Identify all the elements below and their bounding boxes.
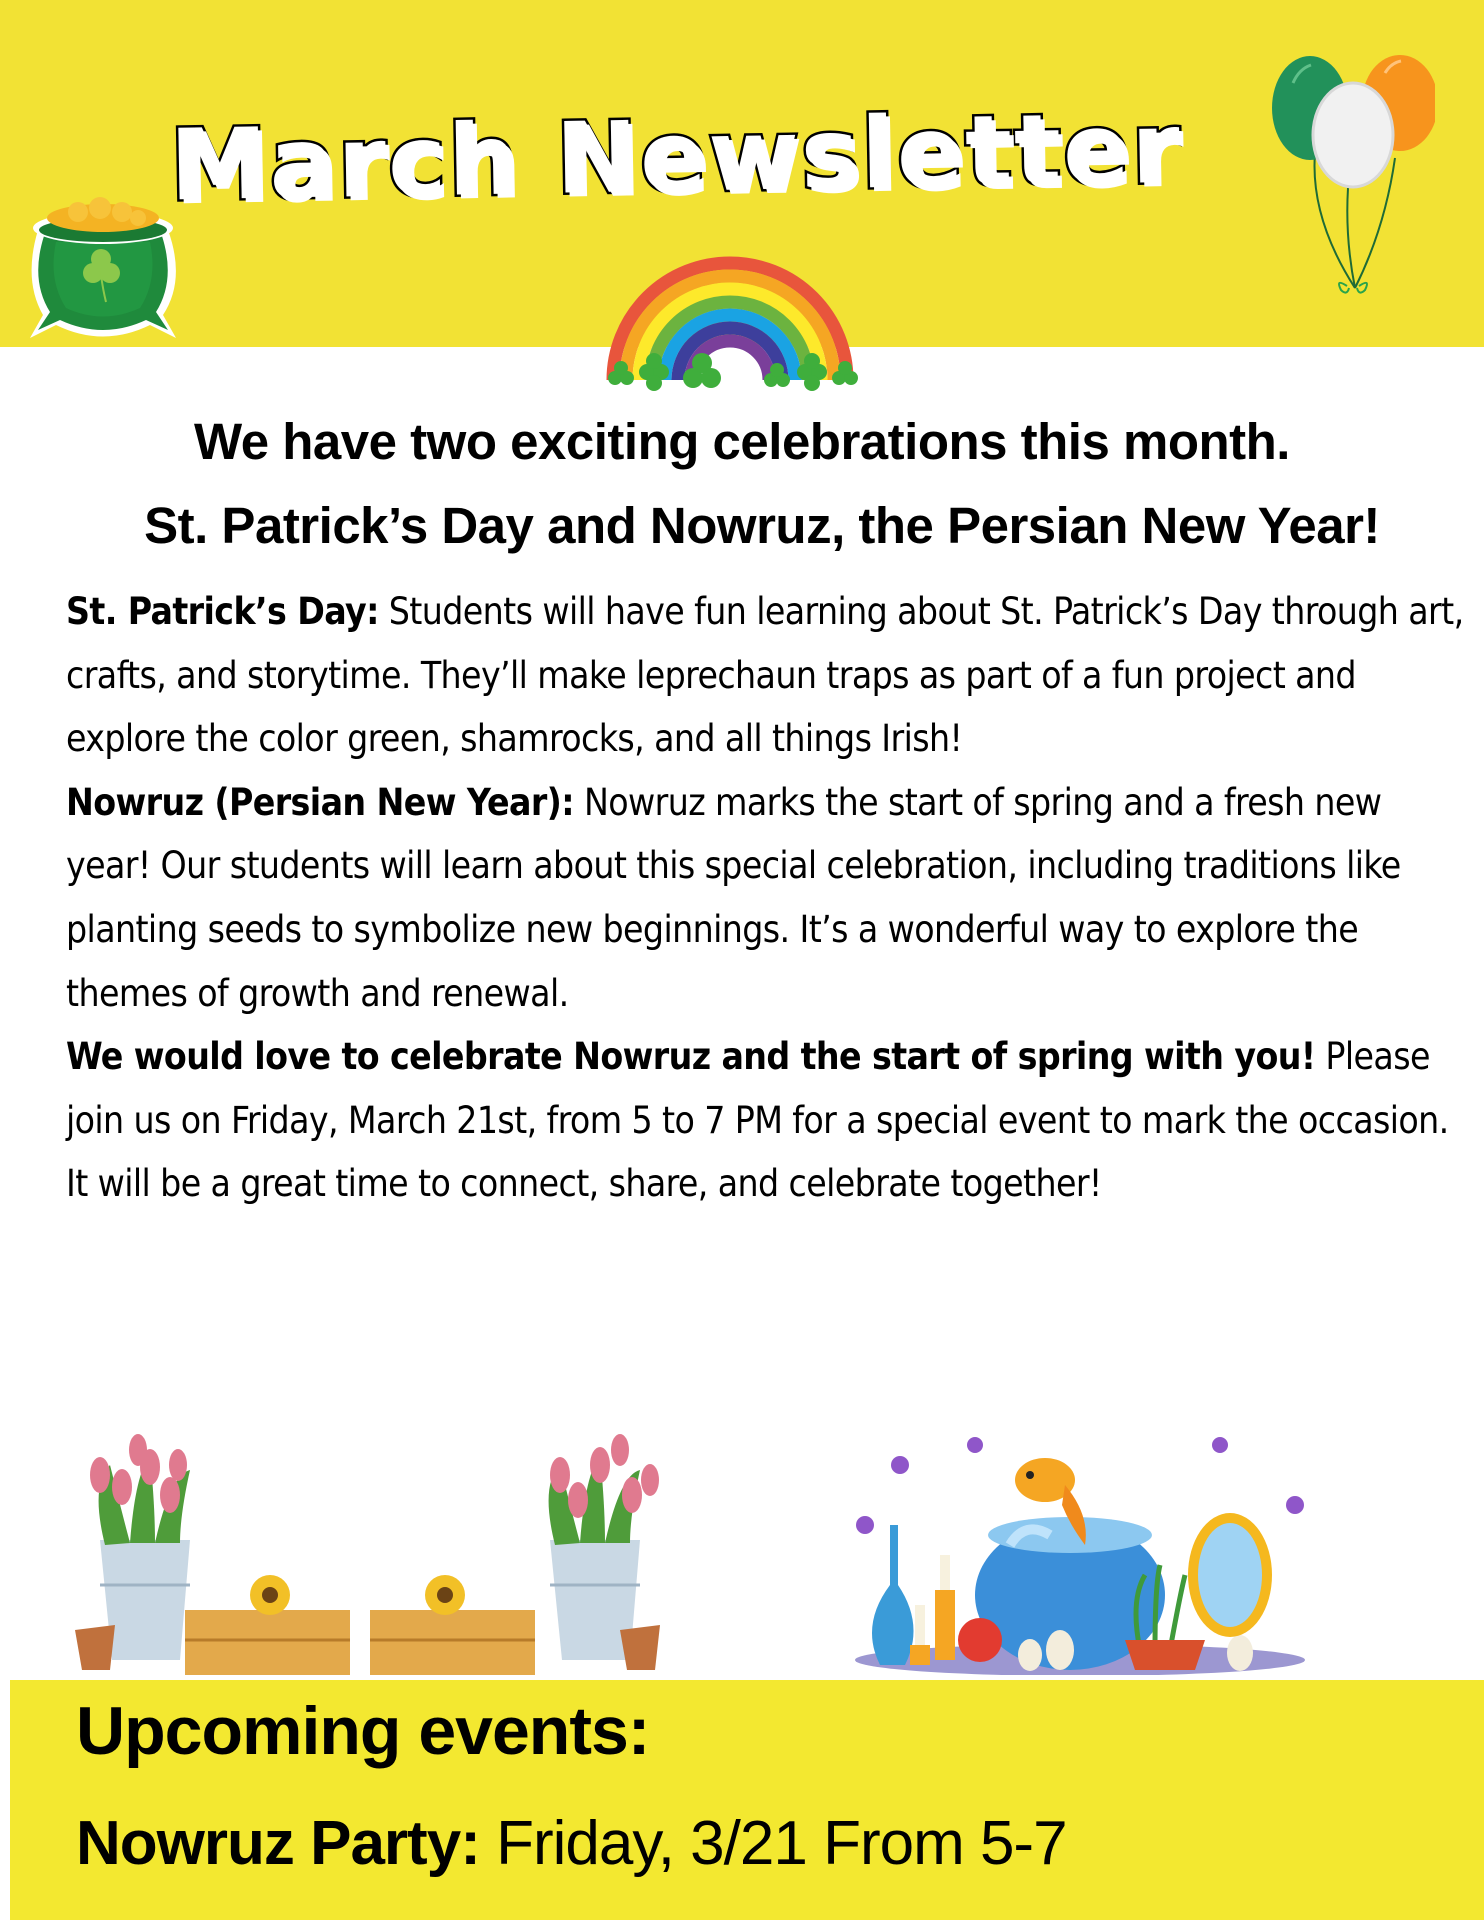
st-patricks-text: Students will have fun learning about St. Patrick’s Day through art, crafts, and storytime. They’ll make leprechaun traps as part of a fun project and explore the color green, shamrocks, and all things Irish! (66, 590, 1464, 761)
nowruz-paragraph (66, 771, 1466, 1025)
st-patricks-paragraph (66, 580, 1466, 771)
newsletter-body (66, 580, 1466, 1216)
newsletter-title: March Newsletter (169, 91, 1183, 224)
invitation-heading: We would love to celebrate Nowruz and the start of spring with you! (66, 1035, 1316, 1079)
rainbow-with-shamrocks-icon (585, 240, 875, 400)
invitation-paragraph (66, 1025, 1466, 1216)
event-label: Nowruz Party: (76, 1809, 480, 1878)
invitation-text: Please join us on Friday, March 21st, from 5 to 7 PM for a special event to mark the occasion. It will be a great time to connect, share, and celebrate together! (66, 1035, 1449, 1206)
upcoming-events-title: Upcoming events: (76, 1693, 650, 1769)
haft-sin-nowruz-table-icon (820, 1425, 1320, 1675)
event-detail: Friday, 3/21 From 5-7 (479, 1809, 1067, 1878)
tricolor-balloons-icon (1255, 48, 1435, 328)
intro-heading (0, 400, 1484, 568)
pot-of-gold-icon (8, 170, 198, 345)
nowruz-heading: Nowruz (Persian New Year): (66, 780, 574, 824)
st-patricks-heading: St. Patrick’s Day: (66, 590, 379, 633)
event-item (76, 1808, 1067, 1879)
intro-line-2: St. Patrick’s Day and Nowruz, the Persian New Year! (144, 497, 1380, 554)
spring-flowers-icon (60, 1425, 680, 1675)
intro-line-1: We have two exciting celebrations this month. (194, 413, 1290, 470)
nowruz-text: Nowruz marks the start of spring and a fresh new year! Our students will learn about this special celebration, including traditions like planting seeds to symbolize new beginnings. It’s a wonderful way to explore the themes of growth and renewal. (66, 780, 1401, 1015)
